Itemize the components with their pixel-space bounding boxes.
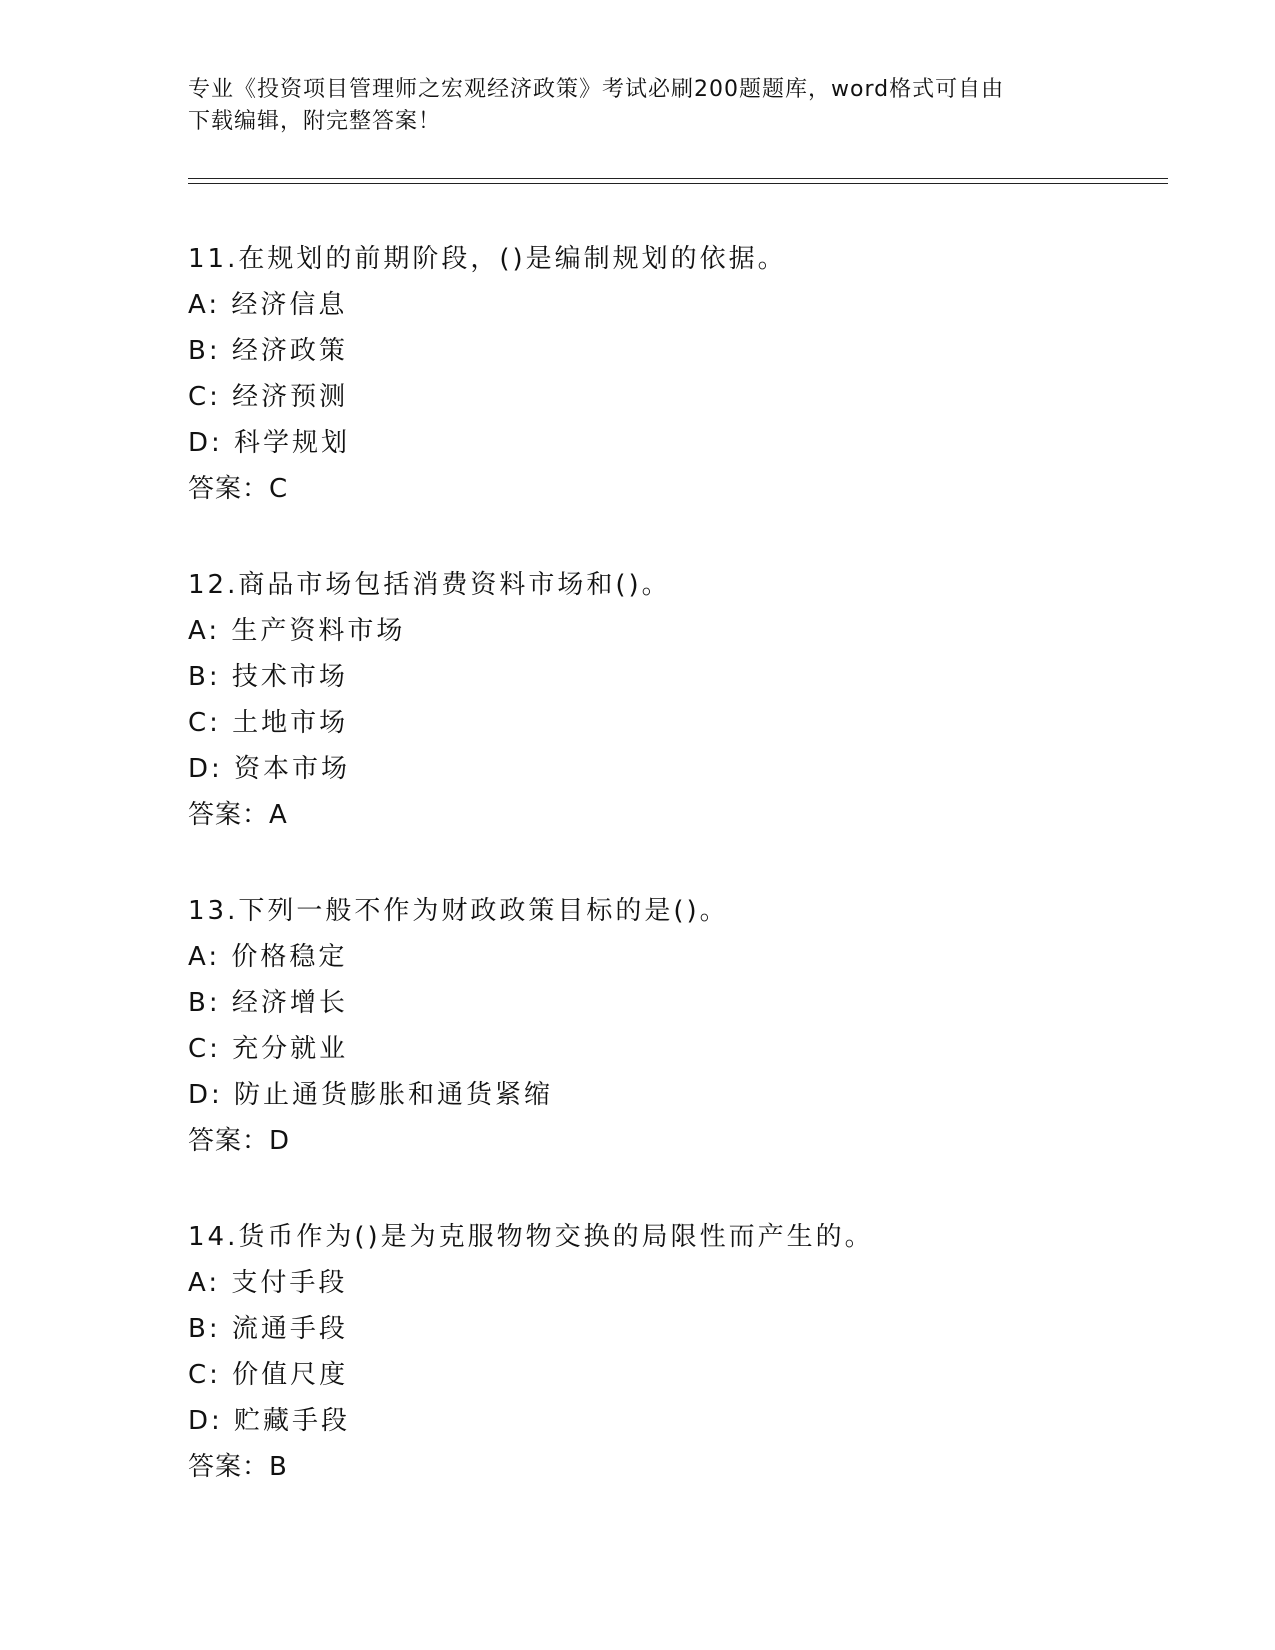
option-b: B: 技术市场 <box>188 662 348 692</box>
question-title: 14.货币作为()是为克服物物交换的局限性而产生的。 <box>188 1222 874 1252</box>
document-header <box>188 74 1088 138</box>
option-a: A: 经济信息 <box>188 290 348 320</box>
option-d: D: 贮藏手段 <box>188 1406 351 1436</box>
option-c: C: 价值尺度 <box>188 1360 349 1390</box>
answer-label: 答案：D <box>188 1126 291 1156</box>
question-title: 12.商品市场包括消费资料市场和()。 <box>188 570 671 600</box>
option-d: D: 科学规划 <box>188 428 351 458</box>
option-b: B: 经济增长 <box>188 988 348 1018</box>
option-a: A: 支付手段 <box>188 1268 348 1298</box>
question-item <box>188 1214 1168 1490</box>
option-c: C: 充分就业 <box>188 1034 349 1064</box>
question-title: 13.下列一般不作为财政政策目标的是()。 <box>188 896 729 926</box>
option-a: A: 价格稳定 <box>188 942 348 972</box>
answer-label: 答案：C <box>188 474 289 504</box>
option-d: D: 资本市场 <box>188 754 351 784</box>
option-a: A: 生产资料市场 <box>188 616 406 646</box>
question-item <box>188 562 1168 838</box>
answer-label: 答案：A <box>188 800 288 830</box>
header-divider-bottom <box>188 183 1168 184</box>
option-b: B: 流通手段 <box>188 1314 348 1344</box>
question-list <box>188 236 1168 1540</box>
question-item <box>188 236 1168 512</box>
question-title: 11.在规划的前期阶段，()是编制规划的依据。 <box>188 244 787 274</box>
header-line-1: 专业《投资项目管理师之宏观经济政策》考试必刷200题题库，word格式可自由 <box>188 77 1005 102</box>
option-d: D: 防止通货膨胀和通货紧缩 <box>188 1080 554 1110</box>
question-item <box>188 888 1168 1164</box>
option-c: C: 经济预测 <box>188 382 349 412</box>
option-c: C: 土地市场 <box>188 708 349 738</box>
option-b: B: 经济政策 <box>188 336 348 366</box>
header-line-2: 下载编辑，附完整答案！ <box>188 109 442 134</box>
answer-label: 答案：B <box>188 1452 288 1482</box>
header-divider-top <box>188 178 1168 179</box>
